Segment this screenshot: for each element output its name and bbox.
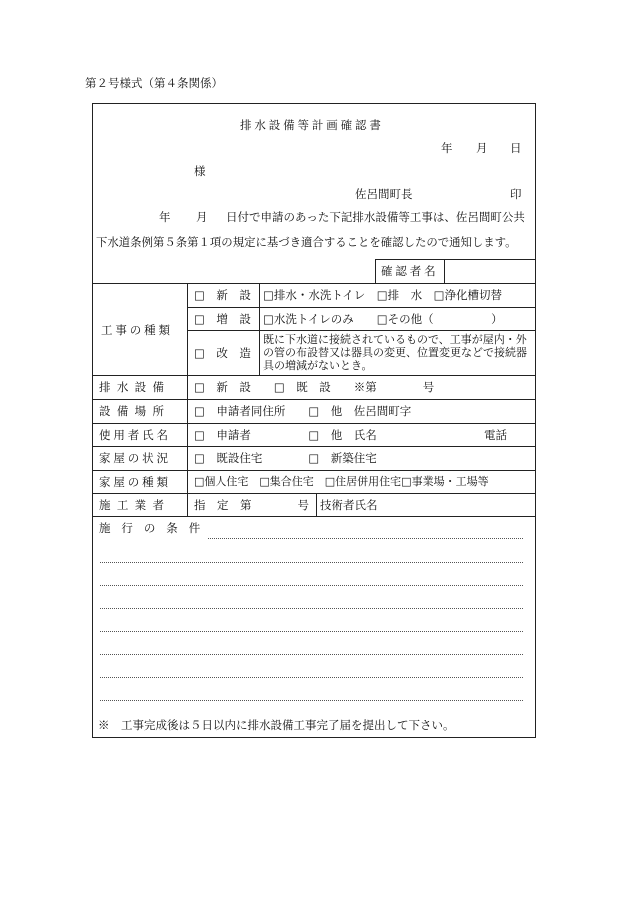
date-year: 年 bbox=[441, 141, 453, 155]
body-year: 年 bbox=[159, 210, 171, 224]
conditions-line-3 bbox=[100, 585, 523, 586]
notice-bottom-rule bbox=[92, 283, 536, 284]
drainage-value[interactable]: □ 新 設 □ 既 設 ※第 号 bbox=[194, 380, 435, 394]
user-name-label: 使用者氏名 bbox=[99, 428, 171, 442]
house-status-label: 家屋の状況 bbox=[99, 451, 171, 465]
location-label: 設備場所 bbox=[99, 404, 171, 418]
conditions-line-4 bbox=[100, 608, 523, 609]
conditions-line-8 bbox=[100, 700, 523, 701]
contractor-split-rule bbox=[316, 493, 317, 516]
footer-note: ※ 工事完成後は５日以内に排水設備工事完了届を提出して下さい。 bbox=[98, 718, 455, 732]
contractor-label: 施工業者 bbox=[99, 498, 171, 512]
type-row-rule-1 bbox=[187, 307, 536, 308]
label-column-rule bbox=[187, 283, 188, 516]
house-status-value[interactable]: □ 既設住宅 □ 新築住宅 bbox=[194, 451, 377, 465]
row-rule-2 bbox=[92, 399, 536, 400]
phone-label: 電話 bbox=[484, 428, 507, 442]
new-construction-checkbox[interactable]: □ 新 設 bbox=[194, 288, 251, 302]
row-rule-5 bbox=[92, 470, 536, 471]
row-rule-1 bbox=[92, 375, 536, 376]
house-type-label: 家屋の種類 bbox=[99, 475, 171, 489]
body-text-line1: 日付で申請のあった下記排水設備等工事は、佐呂間町公共 bbox=[226, 210, 525, 224]
engineer-name-label: 技術者氏名 bbox=[320, 498, 378, 512]
expansion-checkbox[interactable]: □ 増 設 bbox=[194, 312, 251, 326]
modification-checkbox[interactable]: □ 改 造 bbox=[194, 346, 251, 360]
form-title: 排水設備等計画確認書 bbox=[240, 118, 384, 132]
expansion-detail[interactable]: □水洗トイレのみ □その他（ ） bbox=[263, 312, 503, 326]
new-construction-detail[interactable]: □排水・水洗トイレ □排 水 □浄化槽切替 bbox=[263, 288, 503, 302]
date-month: 月 bbox=[476, 141, 488, 155]
option-column-rule bbox=[259, 283, 260, 375]
row-rule-7 bbox=[92, 516, 536, 517]
form-label: 第２号様式（第４条関係） bbox=[85, 76, 223, 90]
date-day: 日 bbox=[510, 141, 522, 155]
house-type-value[interactable]: □個人住宅 □集合住宅 □住居併用住宅□事業場・工場等 bbox=[194, 475, 489, 488]
user-name-value[interactable]: □ 申請者 □ 他 氏名 bbox=[194, 428, 377, 442]
contractor-number[interactable]: 指 定 第 号 bbox=[194, 498, 309, 512]
issuer-name: 佐呂間町長 bbox=[355, 187, 413, 201]
body-text-line2: 下水道条例第５条第１項の規定に基づき適合することを確認したので通知します。 bbox=[96, 235, 517, 249]
row-rule-6 bbox=[92, 493, 536, 494]
confirmer-mid-rule bbox=[444, 259, 445, 283]
location-value[interactable]: □ 申請者同住所 □ 他 佐呂間町字 bbox=[194, 404, 412, 418]
confirmer-left-rule bbox=[375, 259, 376, 283]
confirmation-form bbox=[92, 103, 536, 738]
row-rule-3 bbox=[92, 423, 536, 424]
confirmer-top-rule bbox=[375, 259, 536, 260]
modification-detail: 既に下水道に接続されているもので、工事が屋内・外の管の布設替又は器具の変更、位置変更などで接続器具の増減がないとき。 bbox=[263, 333, 527, 372]
conditions-line-5 bbox=[100, 631, 523, 632]
addressee: 様 bbox=[194, 164, 206, 178]
conditions-line-2 bbox=[100, 562, 523, 563]
conditions-line-7 bbox=[100, 677, 523, 678]
drainage-label: 排水設備 bbox=[99, 380, 171, 394]
conditions-line-6 bbox=[100, 654, 523, 655]
type-row-rule-2 bbox=[187, 330, 536, 331]
body-month: 月 bbox=[196, 210, 208, 224]
seal-mark: 印 bbox=[510, 187, 522, 201]
confirmer-label: 確認者名 bbox=[381, 264, 439, 278]
row-rule-4 bbox=[92, 446, 536, 447]
conditions-line-1 bbox=[208, 538, 523, 539]
conditions-label: 施行の条件 bbox=[99, 521, 212, 535]
construction-type-label: 工事の種類 bbox=[101, 323, 173, 337]
